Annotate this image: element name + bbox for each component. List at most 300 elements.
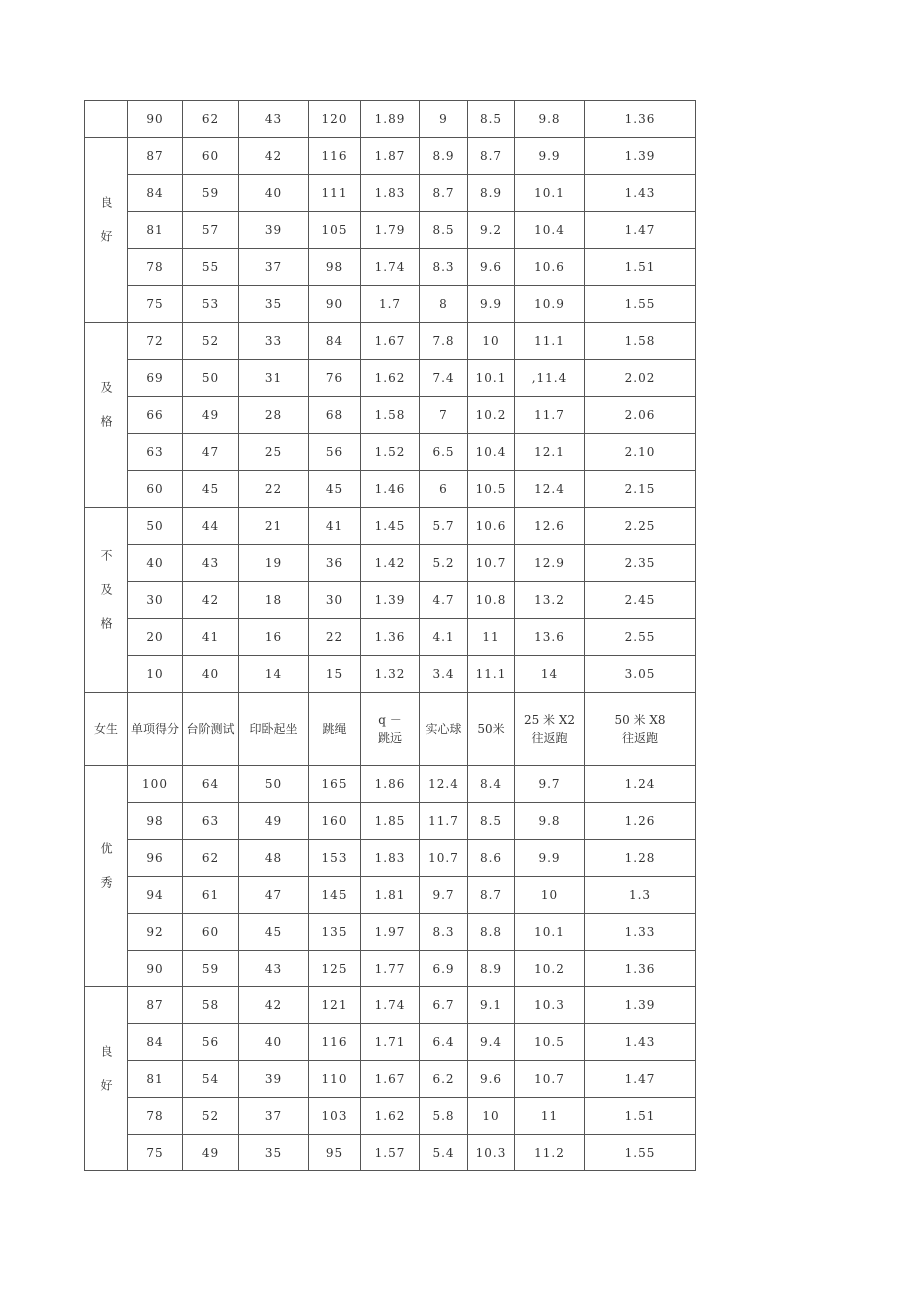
table-cell: 1.39 xyxy=(585,138,696,175)
table-cell: 10 xyxy=(128,656,183,693)
table-cell: 3.4 xyxy=(420,656,468,693)
table-row xyxy=(85,803,696,840)
table-row xyxy=(85,434,696,471)
table-cell: 42 xyxy=(239,138,309,175)
table-cell: 1.36 xyxy=(585,101,696,138)
table-cell: 9 xyxy=(420,101,468,138)
table-cell: 50 xyxy=(183,360,239,397)
table-cell: 11.7 xyxy=(515,397,585,434)
table-cell: 1.74 xyxy=(361,249,420,286)
table-cell: 2.25 xyxy=(585,508,696,545)
table-row xyxy=(85,951,696,987)
table-cell: 49 xyxy=(183,1135,239,1171)
table-cell: 1.45 xyxy=(361,508,420,545)
table-row xyxy=(85,508,696,545)
table-cell: 40 xyxy=(239,1024,309,1061)
table-cell: 10.4 xyxy=(468,434,515,471)
table-cell: 12.4 xyxy=(420,766,468,803)
table-cell: 1.67 xyxy=(361,323,420,360)
column-header xyxy=(183,693,239,766)
table-cell: 41 xyxy=(309,508,361,545)
table-cell: 21 xyxy=(239,508,309,545)
table-cell: 98 xyxy=(309,249,361,286)
table-cell: 153 xyxy=(309,840,361,877)
table-cell: 8.6 xyxy=(468,840,515,877)
table-cell: 9.6 xyxy=(468,249,515,286)
table-cell: 45 xyxy=(183,471,239,508)
table-cell: 1.39 xyxy=(361,582,420,619)
table-cell: 1.85 xyxy=(361,803,420,840)
table-cell: 9.8 xyxy=(515,803,585,840)
table-cell: 1.74 xyxy=(361,987,420,1024)
table-cell: 10.7 xyxy=(515,1061,585,1098)
table-cell: ,11.4 xyxy=(515,360,585,397)
table-cell: 52 xyxy=(183,323,239,360)
column-header-text: 50米 xyxy=(477,722,505,736)
table-cell: 2.35 xyxy=(585,545,696,582)
table-cell: 30 xyxy=(128,582,183,619)
table-cell: 5.2 xyxy=(420,545,468,582)
table-cell: 59 xyxy=(183,175,239,212)
table-cell: 10.2 xyxy=(468,397,515,434)
table-cell: 135 xyxy=(309,914,361,951)
table-cell: 56 xyxy=(183,1024,239,1061)
table-cell: 6.7 xyxy=(420,987,468,1024)
table-cell: 84 xyxy=(128,175,183,212)
table-cell: 1.77 xyxy=(361,951,420,987)
table-row xyxy=(85,1024,696,1061)
table-cell: 19 xyxy=(239,545,309,582)
table-cell: 9.2 xyxy=(468,212,515,249)
table-cell: 1.47 xyxy=(585,1061,696,1098)
table-cell: 35 xyxy=(239,286,309,323)
table-cell: 14 xyxy=(515,656,585,693)
table-cell: 40 xyxy=(128,545,183,582)
table-cell: 103 xyxy=(309,1098,361,1135)
table-cell: 110 xyxy=(309,1061,361,1098)
table-cell: 81 xyxy=(128,1061,183,1098)
table-cell: 1.7 xyxy=(361,286,420,323)
grade-label xyxy=(85,323,128,508)
column-header-text: q － 跳远 xyxy=(377,713,402,745)
table-cell: 60 xyxy=(183,914,239,951)
table-cell: 10 xyxy=(515,877,585,914)
table-cell: 64 xyxy=(183,766,239,803)
table-cell: 6.2 xyxy=(420,1061,468,1098)
table-cell: 1.57 xyxy=(361,1135,420,1171)
table-cell: 9.6 xyxy=(468,1061,515,1098)
table-cell: 1.51 xyxy=(585,1098,696,1135)
table-cell: 1.62 xyxy=(361,1098,420,1135)
table-row xyxy=(85,138,696,175)
table-cell: 1.33 xyxy=(585,914,696,951)
table-cell: 10.3 xyxy=(468,1135,515,1171)
column-header-text: 50 米 X8 往返跑 xyxy=(614,713,666,745)
table-cell: 1.79 xyxy=(361,212,420,249)
table-row xyxy=(85,1098,696,1135)
table-cell: 8.9 xyxy=(420,138,468,175)
table-cell: 1.58 xyxy=(585,323,696,360)
grade-label xyxy=(85,138,128,323)
table-cell: 1.83 xyxy=(361,175,420,212)
table-cell: 2.45 xyxy=(585,582,696,619)
table-cell: 6.5 xyxy=(420,434,468,471)
table-cell: 47 xyxy=(183,434,239,471)
table-cell: 8.5 xyxy=(468,101,515,138)
column-header-text: 跳绳 xyxy=(322,722,347,736)
table-row xyxy=(85,212,696,249)
table-cell: 11 xyxy=(515,1098,585,1135)
table-row xyxy=(85,1061,696,1098)
table-cell: 48 xyxy=(239,840,309,877)
grade-label xyxy=(85,508,128,693)
table-cell: 8.5 xyxy=(420,212,468,249)
table-cell: 9.1 xyxy=(468,987,515,1024)
table-cell: 11.2 xyxy=(515,1135,585,1171)
table-cell: 75 xyxy=(128,1135,183,1171)
column-header xyxy=(468,693,515,766)
table-cell: 39 xyxy=(239,1061,309,1098)
table-cell: 72 xyxy=(128,323,183,360)
table-cell: 8.3 xyxy=(420,914,468,951)
table-cell: 9.9 xyxy=(468,286,515,323)
table-cell: 95 xyxy=(309,1135,361,1171)
table-cell: 10.9 xyxy=(515,286,585,323)
table-cell: 61 xyxy=(183,877,239,914)
table-cell: 57 xyxy=(183,212,239,249)
table-cell: 10.3 xyxy=(515,987,585,1024)
table-row xyxy=(85,286,696,323)
table-cell: 10.5 xyxy=(515,1024,585,1061)
grade-text: 良好 xyxy=(99,196,113,264)
table-cell: 58 xyxy=(183,987,239,1024)
grade-text: 不及格 xyxy=(99,549,113,651)
table-cell: 8.9 xyxy=(468,175,515,212)
table-cell: 15 xyxy=(309,656,361,693)
table-cell: 1.97 xyxy=(361,914,420,951)
table-cell: 10.1 xyxy=(468,360,515,397)
table-cell: 68 xyxy=(309,397,361,434)
table-cell: 1.51 xyxy=(585,249,696,286)
table-cell: 31 xyxy=(239,360,309,397)
grade-label xyxy=(85,101,128,138)
grade-label xyxy=(85,987,128,1171)
table-cell: 44 xyxy=(183,508,239,545)
table-cell: 66 xyxy=(128,397,183,434)
table-cell: 8.9 xyxy=(468,951,515,987)
table-cell: 20 xyxy=(128,619,183,656)
table-cell: 78 xyxy=(128,249,183,286)
table-cell: 41 xyxy=(183,619,239,656)
table-cell: 16 xyxy=(239,619,309,656)
table-cell: 40 xyxy=(183,656,239,693)
table-cell: 12.1 xyxy=(515,434,585,471)
table-cell: 165 xyxy=(309,766,361,803)
table-cell: 81 xyxy=(128,212,183,249)
table-cell: 121 xyxy=(309,987,361,1024)
table-cell: 10.7 xyxy=(420,840,468,877)
table-cell: 22 xyxy=(309,619,361,656)
table-cell: 1.87 xyxy=(361,138,420,175)
table-cell: 90 xyxy=(128,951,183,987)
table-cell: 1.28 xyxy=(585,840,696,877)
table-cell: 37 xyxy=(239,1098,309,1135)
table-cell: 116 xyxy=(309,138,361,175)
table-cell: 56 xyxy=(309,434,361,471)
table-row xyxy=(85,914,696,951)
table-cell: 6 xyxy=(420,471,468,508)
table-cell: 1.83 xyxy=(361,840,420,877)
table-cell: 8.3 xyxy=(420,249,468,286)
table-cell: 1.52 xyxy=(361,434,420,471)
table-cell: 49 xyxy=(183,397,239,434)
table-cell: 9.8 xyxy=(515,101,585,138)
table-row xyxy=(85,766,696,803)
table-cell: 33 xyxy=(239,323,309,360)
table-cell: 1.86 xyxy=(361,766,420,803)
table-cell: 59 xyxy=(183,951,239,987)
table-cell: 96 xyxy=(128,840,183,877)
table-cell: 6.4 xyxy=(420,1024,468,1061)
table-cell: 42 xyxy=(239,987,309,1024)
table-body xyxy=(85,101,696,1171)
table-cell: 9.9 xyxy=(515,138,585,175)
table-cell: 1.24 xyxy=(585,766,696,803)
table-cell: 100 xyxy=(128,766,183,803)
table-cell: 10.2 xyxy=(515,951,585,987)
table-cell: 1.58 xyxy=(361,397,420,434)
table-cell: 45 xyxy=(309,471,361,508)
table-cell: 125 xyxy=(309,951,361,987)
table-cell: 11.7 xyxy=(420,803,468,840)
table-cell: 12.4 xyxy=(515,471,585,508)
grade-text: 优秀 xyxy=(99,842,113,910)
table-cell: 116 xyxy=(309,1024,361,1061)
table-cell: 160 xyxy=(309,803,361,840)
table-row xyxy=(85,471,696,508)
table-cell: 43 xyxy=(239,101,309,138)
table-cell: 84 xyxy=(309,323,361,360)
table-cell: 94 xyxy=(128,877,183,914)
table-cell: 63 xyxy=(128,434,183,471)
table-cell: 40 xyxy=(239,175,309,212)
table-cell: 43 xyxy=(239,951,309,987)
grade-text: 及格 xyxy=(99,381,113,449)
table-cell: 2.06 xyxy=(585,397,696,434)
table-cell: 1.55 xyxy=(585,286,696,323)
table-cell: 42 xyxy=(183,582,239,619)
table-cell: 62 xyxy=(183,101,239,138)
table-cell: 8.7 xyxy=(468,138,515,175)
table-cell: 5.7 xyxy=(420,508,468,545)
table-cell: 22 xyxy=(239,471,309,508)
table-row xyxy=(85,175,696,212)
column-header xyxy=(361,693,420,766)
column-header-text: 印卧起坐 xyxy=(249,722,298,736)
table-cell: 1.36 xyxy=(585,951,696,987)
table-cell: 78 xyxy=(128,1098,183,1135)
table-cell: 60 xyxy=(183,138,239,175)
table-cell: 10.6 xyxy=(468,508,515,545)
column-header-text: 台阶测试 xyxy=(186,722,235,736)
table-cell: 11.1 xyxy=(468,656,515,693)
table-cell: 145 xyxy=(309,877,361,914)
table-cell: 54 xyxy=(183,1061,239,1098)
table-cell: 1.62 xyxy=(361,360,420,397)
table-cell: 76 xyxy=(309,360,361,397)
column-header xyxy=(128,693,183,766)
table-cell: 63 xyxy=(183,803,239,840)
table-cell: 1.43 xyxy=(585,175,696,212)
table-cell: 13.2 xyxy=(515,582,585,619)
table-cell: 120 xyxy=(309,101,361,138)
table-row xyxy=(85,840,696,877)
table-cell: 2.55 xyxy=(585,619,696,656)
table-cell: 4.1 xyxy=(420,619,468,656)
table-cell: 28 xyxy=(239,397,309,434)
table-cell: 10.6 xyxy=(515,249,585,286)
table-cell: 47 xyxy=(239,877,309,914)
table-row xyxy=(85,545,696,582)
table-cell: 2.10 xyxy=(585,434,696,471)
table-cell: 25 xyxy=(239,434,309,471)
column-header xyxy=(585,693,696,766)
female-label: 女生 xyxy=(85,693,128,766)
table-cell: 7.4 xyxy=(420,360,468,397)
table-cell: 8.7 xyxy=(468,877,515,914)
table-cell: 12.9 xyxy=(515,545,585,582)
table-cell: 1.71 xyxy=(361,1024,420,1061)
table-cell: 2.15 xyxy=(585,471,696,508)
column-header-text: 25 米 X2 往返跑 xyxy=(523,713,576,745)
table-cell: 50 xyxy=(239,766,309,803)
table-cell: 4.7 xyxy=(420,582,468,619)
table-cell: 69 xyxy=(128,360,183,397)
table-cell: 1.47 xyxy=(585,212,696,249)
table-cell: 49 xyxy=(239,803,309,840)
table-cell: 12.6 xyxy=(515,508,585,545)
table-cell: 8.4 xyxy=(468,766,515,803)
table-cell: 30 xyxy=(309,582,361,619)
table-row xyxy=(85,360,696,397)
table-row xyxy=(85,249,696,286)
grade-label xyxy=(85,766,128,987)
column-header-text: 实心球 xyxy=(425,722,462,736)
table-cell: 11.1 xyxy=(515,323,585,360)
table-cell: 84 xyxy=(128,1024,183,1061)
table-cell: 8.8 xyxy=(468,914,515,951)
table-cell: 1.67 xyxy=(361,1061,420,1098)
table-cell: 92 xyxy=(128,914,183,951)
table-cell: 1.89 xyxy=(361,101,420,138)
table-row xyxy=(85,397,696,434)
table-cell: 1.43 xyxy=(585,1024,696,1061)
table-cell: 105 xyxy=(309,212,361,249)
table-cell: 3.05 xyxy=(585,656,696,693)
table-cell: 10.5 xyxy=(468,471,515,508)
table-cell: 5.4 xyxy=(420,1135,468,1171)
table-cell: 35 xyxy=(239,1135,309,1171)
column-header-text: 单项得分 xyxy=(130,722,179,736)
table-cell: 10.7 xyxy=(468,545,515,582)
table-cell: 10 xyxy=(468,1098,515,1135)
table-cell: 50 xyxy=(128,508,183,545)
column-header xyxy=(420,693,468,766)
table-cell: 45 xyxy=(239,914,309,951)
table-cell: 14 xyxy=(239,656,309,693)
table-cell: 62 xyxy=(183,840,239,877)
table-cell: 98 xyxy=(128,803,183,840)
table-cell: 10.1 xyxy=(515,175,585,212)
table-cell: 90 xyxy=(128,101,183,138)
table-cell: 37 xyxy=(239,249,309,286)
table-cell: 39 xyxy=(239,212,309,249)
table-cell: 1.46 xyxy=(361,471,420,508)
table-cell: 9.7 xyxy=(515,766,585,803)
table-row xyxy=(85,877,696,914)
table-cell: 52 xyxy=(183,1098,239,1135)
table-cell: 18 xyxy=(239,582,309,619)
table-cell: 10.8 xyxy=(468,582,515,619)
table-cell: 9.7 xyxy=(420,877,468,914)
grade-text: 良好 xyxy=(99,1044,113,1113)
table-cell: 5.8 xyxy=(420,1098,468,1135)
table-cell: 7.8 xyxy=(420,323,468,360)
table-cell: 6.9 xyxy=(420,951,468,987)
table-cell: 9.9 xyxy=(515,840,585,877)
table-cell: 55 xyxy=(183,249,239,286)
table-cell: 87 xyxy=(128,138,183,175)
column-header xyxy=(515,693,585,766)
table-row xyxy=(85,582,696,619)
table-cell: 90 xyxy=(309,286,361,323)
table-cell: 1.81 xyxy=(361,877,420,914)
table-cell: 9.4 xyxy=(468,1024,515,1061)
table-cell: 10.4 xyxy=(515,212,585,249)
table-cell: 1.32 xyxy=(361,656,420,693)
table-cell: 10.1 xyxy=(515,914,585,951)
column-header xyxy=(239,693,309,766)
table-cell: 75 xyxy=(128,286,183,323)
table-cell: 1.36 xyxy=(361,619,420,656)
table-cell: 2.02 xyxy=(585,360,696,397)
table-cell: 13.6 xyxy=(515,619,585,656)
table-row xyxy=(85,987,696,1024)
female-header-row xyxy=(85,693,696,766)
table-cell: 60 xyxy=(128,471,183,508)
table-cell: 10 xyxy=(468,323,515,360)
table-cell: 1.42 xyxy=(361,545,420,582)
table-cell: 8.7 xyxy=(420,175,468,212)
table-cell: 8 xyxy=(420,286,468,323)
table-row xyxy=(85,619,696,656)
table-cell: 11 xyxy=(468,619,515,656)
table-cell: 36 xyxy=(309,545,361,582)
table-cell: 111 xyxy=(309,175,361,212)
table-cell: 43 xyxy=(183,545,239,582)
table-cell: 7 xyxy=(420,397,468,434)
table-cell: 87 xyxy=(128,987,183,1024)
table-row xyxy=(85,1135,696,1171)
table-cell: 53 xyxy=(183,286,239,323)
table-cell: 8.5 xyxy=(468,803,515,840)
fitness-score-table xyxy=(84,100,696,1171)
column-header xyxy=(309,693,361,766)
table-row xyxy=(85,323,696,360)
table-row xyxy=(85,101,696,138)
table-row xyxy=(85,656,696,693)
table-cell: 1.26 xyxy=(585,803,696,840)
